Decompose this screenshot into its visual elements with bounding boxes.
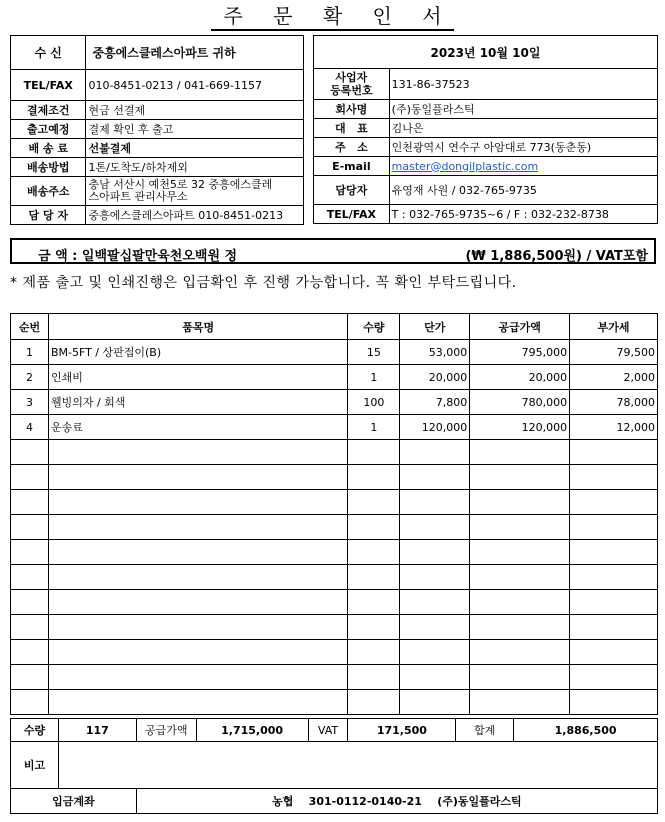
- empty-cell: [470, 565, 570, 590]
- empty-cell: [11, 440, 49, 465]
- empty-cell: [400, 440, 470, 465]
- shipping-address-label: 배송주소: [11, 177, 86, 206]
- supply-total-label: 공급가액: [136, 719, 196, 742]
- business-number-label: 사업자 등록번호: [314, 69, 390, 100]
- empty-cell: [348, 540, 400, 565]
- empty-cell: [48, 515, 347, 540]
- empty-cell: [570, 640, 658, 665]
- bank-account-label: 입금계좌: [11, 789, 137, 814]
- row-supply: 795,000: [470, 340, 570, 365]
- row-unit-price: 20,000: [400, 365, 470, 390]
- empty-cell: [570, 515, 658, 540]
- empty-row: [11, 665, 658, 690]
- row-qty: 100: [348, 390, 400, 415]
- grand-total-label: 합계: [456, 719, 514, 742]
- manager-label: 담당자: [314, 176, 390, 205]
- supplier-tel-fax-value: T : 032-765-9735~6 / F : 032-232-8738: [389, 205, 657, 224]
- total-qty-label: 수량: [11, 719, 59, 742]
- col-header-unit-price: 단가: [400, 314, 470, 340]
- col-header-qty: 수량: [348, 314, 400, 340]
- empty-cell: [48, 590, 347, 615]
- shipping-fee-value: 선불결제: [86, 139, 304, 158]
- empty-cell: [470, 440, 570, 465]
- summary-table: [10, 718, 658, 814]
- empty-cell: [48, 465, 347, 490]
- empty-cell: [11, 515, 49, 540]
- empty-row: [11, 565, 658, 590]
- order-date: 2023년 10월 10일: [314, 36, 658, 69]
- document-title: 주 문 확 인 서: [0, 0, 665, 26]
- to-label: 수 신: [11, 36, 86, 70]
- empty-cell: [48, 565, 347, 590]
- empty-cell: [348, 665, 400, 690]
- remarks-value: [58, 742, 657, 789]
- email-label: E-mail: [314, 157, 390, 176]
- amount-in-numbers: (₩ 1,886,500원) / VAT포함: [465, 249, 648, 264]
- row-item: 운송료: [48, 415, 347, 440]
- shipping-schedule-label: 출고예정: [11, 120, 86, 139]
- empty-cell: [400, 540, 470, 565]
- email-link[interactable]: master@dongilplastic.com: [391, 159, 539, 173]
- empty-cell: [570, 490, 658, 515]
- items-table: [10, 313, 658, 715]
- email-cell: [389, 157, 657, 176]
- col-header-supply: 공급가액: [470, 314, 570, 340]
- empty-cell: [400, 640, 470, 665]
- empty-cell: [400, 590, 470, 615]
- empty-cell: [48, 490, 347, 515]
- empty-cell: [470, 640, 570, 665]
- col-header-no: 순번: [11, 314, 49, 340]
- row-no: 3: [11, 390, 49, 415]
- empty-cell: [400, 565, 470, 590]
- empty-cell: [11, 465, 49, 490]
- contact-person-value: 중흥에스클레스아파트 010-8451-0213: [86, 206, 304, 225]
- ceo-label: 대 표: [314, 119, 390, 138]
- empty-cell: [400, 515, 470, 540]
- vat-total-label: VAT: [308, 719, 348, 742]
- row-unit-price: 120,000: [400, 415, 470, 440]
- empty-row: [11, 515, 658, 540]
- empty-cell: [48, 640, 347, 665]
- amount-box: [10, 238, 656, 264]
- row-qty: 15: [348, 340, 400, 365]
- row-qty: 1: [348, 365, 400, 390]
- table-row: [11, 415, 658, 440]
- empty-cell: [470, 490, 570, 515]
- empty-cell: [570, 615, 658, 640]
- empty-row: [11, 640, 658, 665]
- empty-cell: [400, 490, 470, 515]
- col-header-vat: 부가세: [570, 314, 658, 340]
- empty-cell: [48, 665, 347, 690]
- business-number-value: 131-86-37523: [389, 69, 657, 100]
- row-supply: 120,000: [470, 415, 570, 440]
- empty-cell: [470, 690, 570, 715]
- row-item: 인쇄비: [48, 365, 347, 390]
- empty-cell: [470, 590, 570, 615]
- grand-total-value: 1,886,500: [514, 719, 658, 742]
- empty-cell: [570, 690, 658, 715]
- table-row: [11, 365, 658, 390]
- vat-total-value: 171,500: [348, 719, 456, 742]
- row-no: 4: [11, 415, 49, 440]
- shipping-method-value: 1톤/도착도/하차제외: [86, 158, 304, 177]
- empty-cell: [570, 590, 658, 615]
- items-header-row: [11, 314, 658, 340]
- bank-account-value: 농협 301-0112-0140-21 (주)동일플라스틱: [136, 789, 657, 814]
- shipping-schedule-value: 결제 확인 후 출고: [86, 120, 304, 139]
- empty-cell: [400, 465, 470, 490]
- empty-cell: [470, 515, 570, 540]
- shipping-address-value: 충남 서산시 예천5로 32 중흥에스클레 스아파트 관리사무소: [86, 177, 304, 206]
- empty-cell: [11, 540, 49, 565]
- total-qty-value: 117: [58, 719, 136, 742]
- empty-cell: [470, 540, 570, 565]
- row-vat: 79,500: [570, 340, 658, 365]
- empty-cell: [48, 540, 347, 565]
- empty-row: [11, 440, 658, 465]
- row-item: 웰빙의자 / 회색: [48, 390, 347, 415]
- empty-cell: [11, 490, 49, 515]
- empty-cell: [570, 540, 658, 565]
- row-vat: 78,000: [570, 390, 658, 415]
- empty-cell: [348, 690, 400, 715]
- address-value: 인천광역시 연수구 아암대로 773(동춘동): [389, 138, 657, 157]
- empty-cell: [570, 465, 658, 490]
- supplier-tel-fax-label: TEL/FAX: [314, 205, 390, 224]
- empty-row: [11, 490, 658, 515]
- notice-text: * 제품 출고 및 인쇄진행은 입금확인 후 진행 가능합니다. 꼭 확인 부탁드립니다.: [10, 275, 517, 291]
- company-name-label: 회사명: [314, 100, 390, 119]
- empty-cell: [48, 440, 347, 465]
- row-unit-price: 53,000: [400, 340, 470, 365]
- row-qty: 1: [348, 415, 400, 440]
- company-name-value: (주)동일플라스틱: [389, 100, 657, 119]
- payment-terms-value: 현금 선결제: [86, 101, 304, 120]
- contact-person-label: 담 당 자: [11, 206, 86, 225]
- address-label: 주 소: [314, 138, 390, 157]
- ceo-value: 김나은: [389, 119, 657, 138]
- recipient-table: [10, 35, 304, 225]
- empty-row: [11, 465, 658, 490]
- empty-row: [11, 615, 658, 640]
- empty-cell: [400, 615, 470, 640]
- shipping-fee-label: 배 송 료: [11, 139, 86, 158]
- row-no: 1: [11, 340, 49, 365]
- tel-fax-label: TEL/FAX: [11, 70, 86, 101]
- empty-row: [11, 540, 658, 565]
- empty-cell: [48, 690, 347, 715]
- row-vat: 12,000: [570, 415, 658, 440]
- row-supply: 20,000: [470, 365, 570, 390]
- empty-cell: [570, 565, 658, 590]
- empty-cell: [11, 640, 49, 665]
- row-unit-price: 7,800: [400, 390, 470, 415]
- empty-cell: [348, 515, 400, 540]
- empty-cell: [470, 615, 570, 640]
- empty-cell: [11, 590, 49, 615]
- col-header-item: 품목명: [48, 314, 347, 340]
- empty-cell: [348, 490, 400, 515]
- tel-fax-value: 010-8451-0213 / 041-669-1157: [86, 70, 304, 101]
- empty-cell: [11, 615, 49, 640]
- remarks-label: 비고: [11, 742, 59, 789]
- row-supply: 780,000: [470, 390, 570, 415]
- to-value: 중흥에스클레스아파트 귀하: [86, 36, 304, 70]
- empty-row: [11, 690, 658, 715]
- row-item: BM-5FT / 상판접이(B): [48, 340, 347, 365]
- empty-cell: [11, 690, 49, 715]
- row-no: 2: [11, 365, 49, 390]
- empty-cell: [348, 640, 400, 665]
- shipping-method-label: 배송방법: [11, 158, 86, 177]
- amount-in-words: 금 액 : 일백팔십팔만육천오백원 정: [38, 249, 238, 264]
- empty-cell: [348, 590, 400, 615]
- empty-cell: [470, 665, 570, 690]
- row-vat: 2,000: [570, 365, 658, 390]
- empty-cell: [348, 465, 400, 490]
- table-row: [11, 390, 658, 415]
- empty-cell: [11, 665, 49, 690]
- empty-cell: [348, 565, 400, 590]
- empty-cell: [11, 565, 49, 590]
- supplier-table: [313, 35, 658, 224]
- empty-cell: [400, 665, 470, 690]
- payment-terms-label: 결제조건: [11, 101, 86, 120]
- empty-cell: [570, 665, 658, 690]
- empty-cell: [470, 465, 570, 490]
- empty-cell: [348, 615, 400, 640]
- manager-value: 유영재 사원 / 032-765-9735: [389, 176, 657, 205]
- empty-cell: [570, 440, 658, 465]
- supply-total-value: 1,715,000: [196, 719, 308, 742]
- table-row: [11, 340, 658, 365]
- empty-cell: [48, 615, 347, 640]
- empty-row: [11, 590, 658, 615]
- empty-cell: [348, 440, 400, 465]
- empty-cell: [400, 690, 470, 715]
